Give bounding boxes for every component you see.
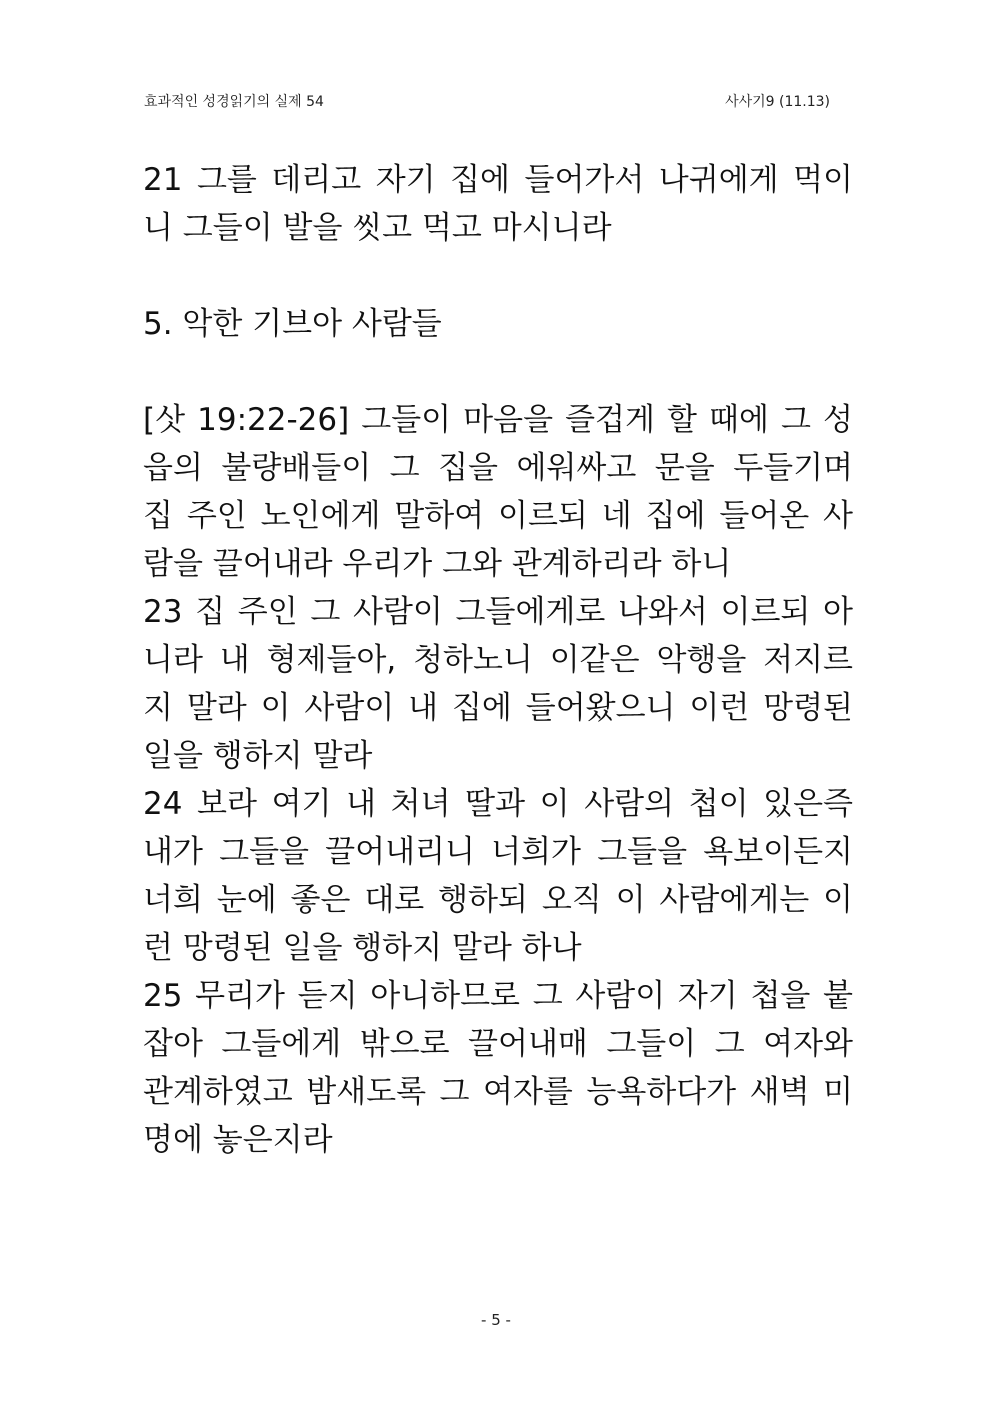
text-line: 람을 끌어내라 우리가 그와 관계하리라 하니 bbox=[143, 546, 732, 582]
verse-22-paragraph bbox=[143, 396, 853, 588]
text-line: 집 주인 노인에게 말하여 이르되 네 집에 들어온 사 bbox=[143, 498, 853, 534]
header-chapter-date: 사사기9 (11.13) bbox=[725, 94, 830, 110]
text-line: 일을 행하지 말라 bbox=[143, 738, 373, 774]
text-line: 너희 눈에 좋은 대로 행하되 오직 이 사람에게는 이 bbox=[143, 882, 853, 918]
text-line: 니라 내 형제들아, 청하노니 이같은 악행을 저지르 bbox=[143, 642, 853, 678]
text-line: 21 그를 데리고 자기 집에 들어가서 나귀에게 먹이 bbox=[143, 162, 853, 198]
text-line: 런 망령된 일을 행하지 말라 하나 bbox=[143, 930, 582, 966]
verse-24-paragraph bbox=[143, 780, 853, 972]
page-body bbox=[143, 156, 853, 1164]
page-number: - 5 - bbox=[481, 1311, 511, 1329]
text-line: 니 그들이 발을 씻고 먹고 마시니라 bbox=[143, 210, 612, 246]
text-line: 관계하였고 밤새도록 그 여자를 능욕하다가 새벽 미 bbox=[143, 1074, 853, 1110]
text-line: [삿 19:22-26] 그들이 마음을 즐겁게 할 때에 그 성 bbox=[143, 402, 853, 438]
page-header bbox=[144, 92, 830, 112]
verse-21-paragraph bbox=[143, 156, 853, 252]
text-line: 잡아 그들에게 밖으로 끌어내매 그들이 그 여자와 bbox=[143, 1026, 853, 1062]
text-line: 24 보라 여기 내 처녀 딸과 이 사람의 첩이 있은즉 bbox=[143, 786, 853, 822]
paragraph-spacer bbox=[143, 348, 853, 396]
header-document-title: 효과적인 성경읽기의 실제 54 bbox=[144, 94, 324, 110]
verse-25-paragraph bbox=[143, 972, 853, 1164]
section-heading: 5. 악한 기브아 사람들 bbox=[143, 306, 442, 342]
text-line: 내가 그들을 끌어내리니 너희가 그들을 욕보이든지 bbox=[143, 834, 853, 870]
paragraph-spacer bbox=[143, 252, 853, 300]
text-line: 읍의 불량배들이 그 집을 에워싸고 문을 두들기며 bbox=[143, 450, 853, 486]
text-line: 명에 놓은지라 bbox=[143, 1122, 333, 1158]
text-line: 23 집 주인 그 사람이 그들에게로 나와서 이르되 아 bbox=[143, 594, 853, 630]
text-line: 25 무리가 듣지 아니하므로 그 사람이 자기 첩을 붙 bbox=[143, 978, 853, 1014]
text-line: 지 말라 이 사람이 내 집에 들어왔으니 이런 망령된 bbox=[143, 690, 853, 726]
verse-23-paragraph bbox=[143, 588, 853, 780]
